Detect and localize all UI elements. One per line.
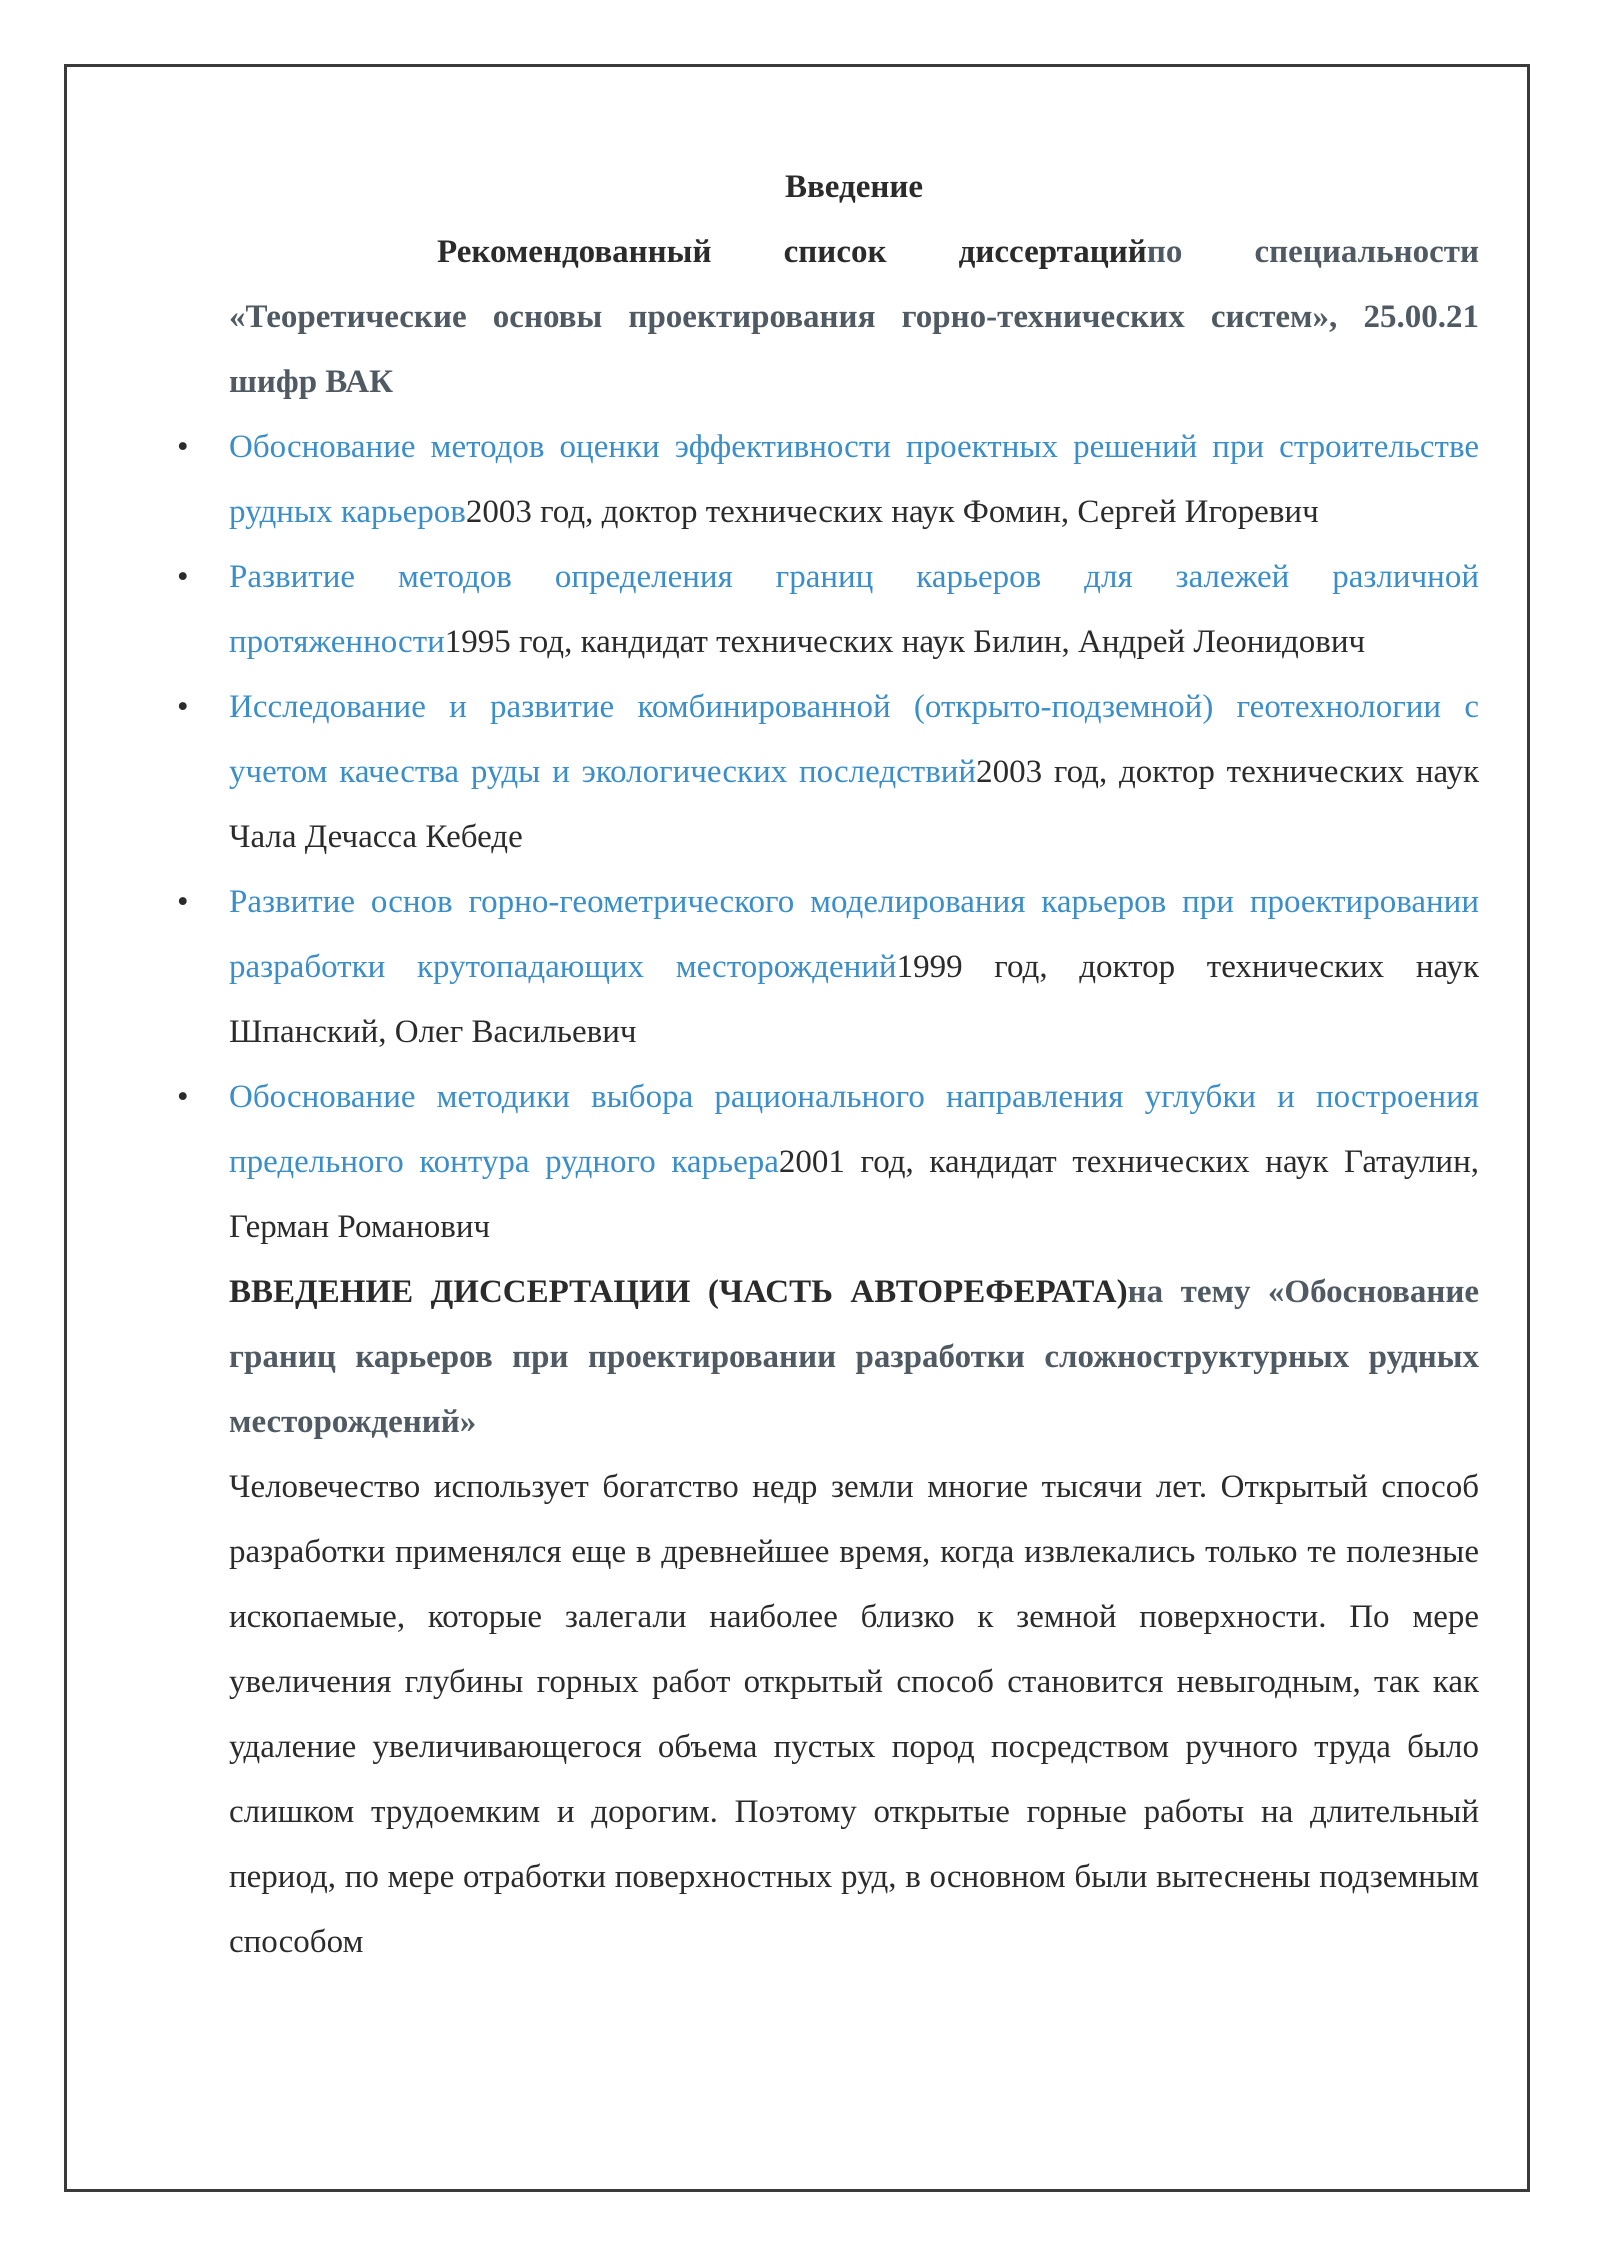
intro-title-rest: на тему «Обоснование границ карьеров при проектировании разработки сложноструктурных рудных месторождений» [229, 1274, 1479, 1440]
dissertation-info: 1995 год, кандидат технических наук Билин, Андрей Леонидович [444, 624, 1366, 660]
document-content [177, 155, 1480, 1975]
dissertation-link[interactable]: Развитие методов определения границ карьеров для залежей различной протяженности [229, 559, 1479, 660]
bullet-icon: • [177, 884, 189, 920]
document-page [64, 64, 1530, 2192]
bullet-icon: • [177, 559, 189, 595]
dissertation-list [177, 415, 1480, 1260]
list-item [177, 415, 1479, 545]
dissertation-link[interactable]: Обоснование методов оценки эффективности проектных решений при строительстве рудных карьеров [229, 429, 1479, 530]
dissertation-link[interactable]: Обоснование методики выбора рационального направления углубки и построения предельного контура рудного карьера [229, 1079, 1479, 1180]
intro-title-bold: ВВЕДЕНИЕ ДИССЕРТАЦИИ (ЧАСТЬ АВТОРЕФЕРАТА) [229, 1274, 1128, 1310]
recommended-list-title [229, 220, 1479, 415]
dissertation-info: 2003 год, доктор технических наук Чала Дечасса Кебеде [229, 754, 1480, 855]
bullet-icon: • [177, 1079, 189, 1115]
dissertation-link[interactable]: Развитие основ горно-геометрического моделирования карьеров при проектировании разработки крутопадающих месторождений [229, 884, 1479, 985]
bullet-icon: • [177, 429, 189, 465]
bullet-icon: • [177, 689, 189, 725]
list-item [177, 545, 1479, 675]
list-item [177, 675, 1480, 870]
dissertation-info: 2003 год, доктор технических наук Фомин, Сергей Игоревич [465, 494, 1319, 530]
recommended-title-rest: по специальности «Теоретические основы проектирования горно-технических систем», 25.00.21 шифр ВАК [229, 234, 1479, 400]
list-item [177, 870, 1480, 1065]
dissertation-info: 1999 год, доктор технических наук Шпанский, Олег Васильевич [229, 949, 1480, 1050]
list-item [177, 1065, 1479, 1260]
dissertation-info: 2001 год, кандидат технических наук Гатаулин, Герман Романович [229, 1144, 1479, 1245]
recommended-title-bold: Рекомендованный список диссертаций [437, 234, 1147, 270]
dissertation-link[interactable]: Исследование и развитие комбинированной (открыто-подземной) геотехнологии с учетом качества руды и экологических последствий [229, 689, 1479, 790]
body-paragraph: Человечество использует богатство недр земли многие тысячи лет. Открытый способ разработки применялся еще в древнейшее время, когда извлекались только те полезные ископаемые, которые залегали наиболее близко к земной поверхности. По мере увеличения глубины горных работ открытый способ становится невыгодным, так как удаление увеличивающегося объема пустых пород посредством ручного труда было слишком трудоемким и дорогим. Поэтому открытые горные работы на длительный период, по мере отработки поверхностных руд, в основном были вытеснены подземным способом [229, 1469, 1479, 1960]
page-heading: Введение [784, 169, 924, 205]
intro-title [229, 1260, 1479, 1455]
